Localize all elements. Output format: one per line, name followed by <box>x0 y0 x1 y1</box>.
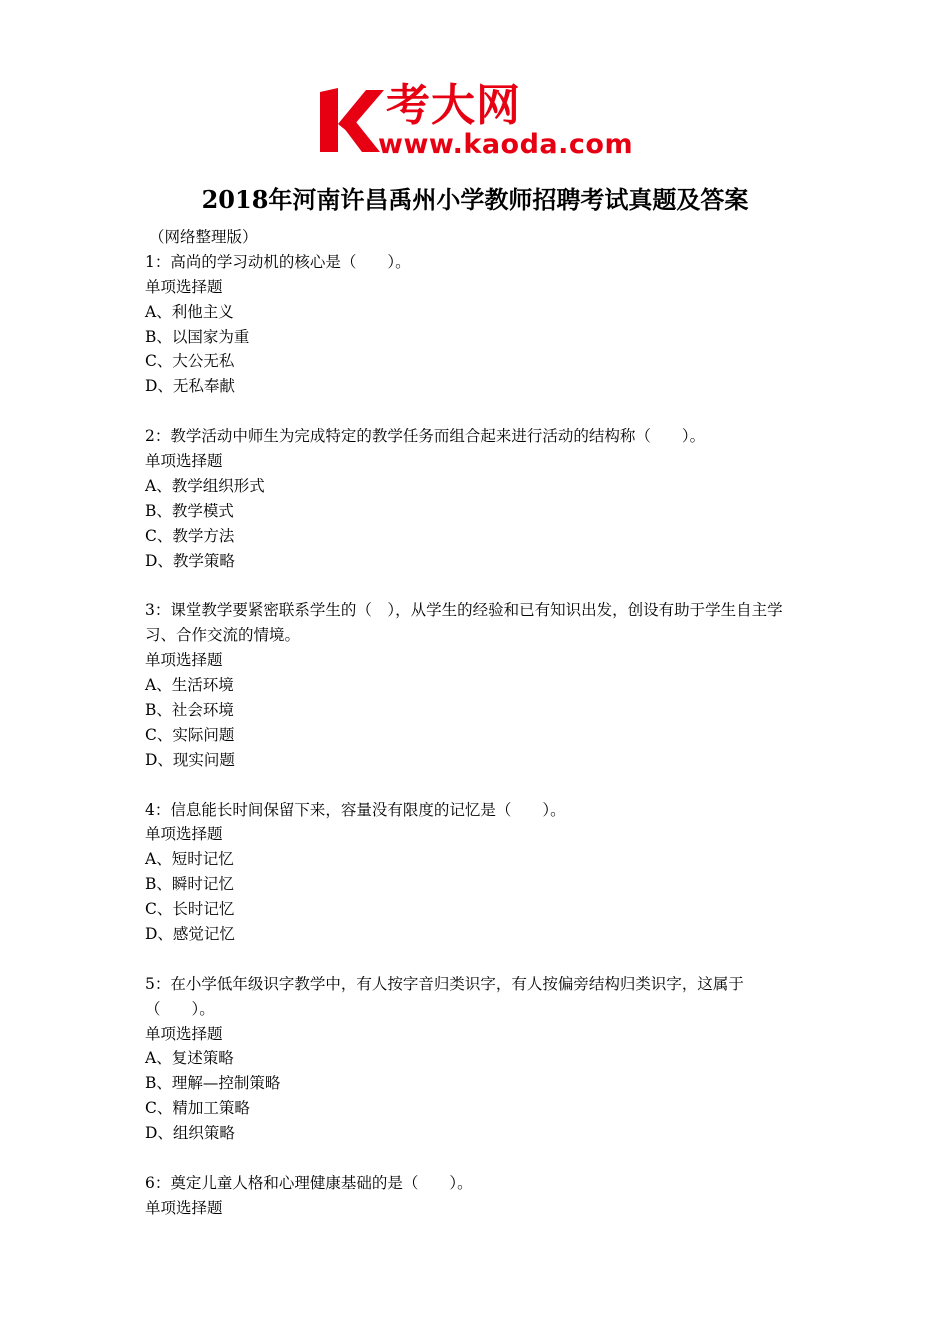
question-1 <box>145 250 810 399</box>
question-3 <box>145 598 810 772</box>
option-d: D、教学策略 <box>145 551 235 570</box>
question-stem: 1：高尚的学习动机的核心是（ ）。 <box>145 252 411 271</box>
question-type: 单项选择题 <box>145 651 223 670</box>
option-a: A、复述策略 <box>145 1049 234 1068</box>
option-c: C、精加工策略 <box>145 1099 250 1118</box>
option-b: B、社会环境 <box>145 700 234 719</box>
question-type: 单项选择题 <box>145 825 223 844</box>
question-2 <box>145 424 810 573</box>
option-c: C、教学方法 <box>145 526 235 545</box>
option-b: B、理解—控制策略 <box>145 1074 281 1093</box>
option-a: A、利他主义 <box>145 302 234 321</box>
question-type: 单项选择题 <box>145 1198 223 1217</box>
option-b: B、瞬时记忆 <box>145 875 234 894</box>
question-type: 单项选择题 <box>145 1024 223 1043</box>
question-stem: 2：教学活动中师生为完成特定的教学任务而组合起来进行活动的结构称（ ）。 <box>145 427 706 446</box>
option-c: C、大公无私 <box>145 352 235 371</box>
spacer <box>145 947 810 972</box>
question-stem: 3：课堂教学要紧密联系学生的（ ），从学生的经验和已有知识出发，创设有助于学生自主学习、合作交流的情境。 <box>145 601 783 645</box>
question-6 <box>145 1171 810 1221</box>
option-c: C、实际问题 <box>145 725 235 744</box>
question-type: 单项选择题 <box>145 452 223 471</box>
question-list <box>145 225 810 1221</box>
option-d: D、无私奉献 <box>145 377 235 396</box>
document-title: 2018年河南许昌禹州小学教师招聘考试真题及答案 <box>201 185 749 214</box>
option-b: B、教学模式 <box>145 501 234 520</box>
option-d: D、感觉记忆 <box>145 924 235 943</box>
question-stem: 4：信息能长时间保留下来，容量没有限度的记忆是（ ）。 <box>145 800 566 819</box>
option-b: B、以国家为重 <box>145 327 250 346</box>
question-type: 单项选择题 <box>145 277 223 296</box>
question-4 <box>145 798 810 947</box>
question-5 <box>145 972 810 1146</box>
option-c: C、长时记忆 <box>145 900 235 919</box>
question-stem: 6：奠定儿童人格和心理健康基础的是（ ）。 <box>145 1173 473 1192</box>
option-a: A、短时记忆 <box>145 850 234 869</box>
spacer <box>145 1146 810 1171</box>
kaoda-logo <box>318 80 638 162</box>
brand-url: www.kaoda.com <box>378 129 634 160</box>
question-stem: 5：在小学低年级识字教学中，有人按字音归类识字，有人按偏旁结构归类识字，这属于（ ）。 <box>145 974 744 1018</box>
spacer <box>145 399 810 424</box>
spacer <box>145 573 810 598</box>
option-d: D、组织策略 <box>145 1124 235 1143</box>
option-a: A、教学组织形式 <box>145 476 265 495</box>
spacer <box>145 773 810 798</box>
brand-name: 考大网 <box>386 80 521 131</box>
option-a: A、生活环境 <box>145 676 234 695</box>
source-note: （网络整理版） <box>149 228 258 246</box>
option-d: D、现实问题 <box>145 750 235 769</box>
